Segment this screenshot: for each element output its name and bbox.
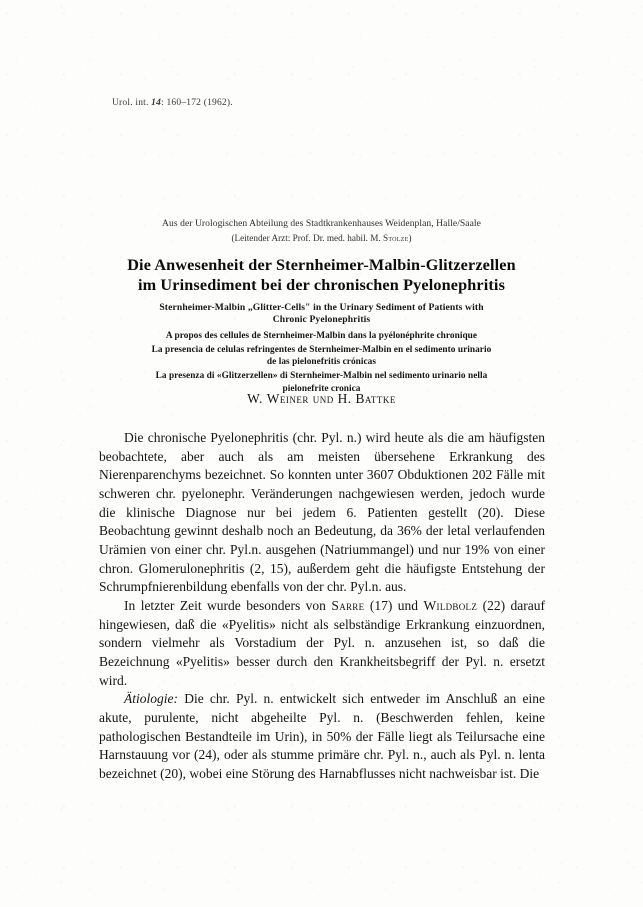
title-french [0, 330, 643, 342]
author-2-initial: H. [337, 391, 356, 406]
paragraph-3-text: Die chr. Pyl. n. entwickelt sich entweder im Anschluß an eine akute, purulente, nicht abgeheilte Pyl. n. (Beschwerden fehlen, keine pathologischen Bestandteile im Urin), in 50% der Fälle liegt als Teilursache eine Harnstauung vor (24), oder als stumme primäre chr. Pyl. n., auch als Pyl. n. lenta bezeichnet (20), wobei eine Störung des Harnabflusses nicht nachweisbar ist. Die [99, 691, 545, 781]
section-term-atiologie: Ätiologie: [124, 691, 178, 707]
journal-volume: 14 [151, 98, 162, 108]
paragraph-1: Die chronische Pyelonephritis (chr. Pyl. n.) wird heute als die am häufigsten beobachtete, aber auch als am meisten übersehene Erkrankung des Nierenparenchyms bezeichnet. So konnten unter 3607 Obduktionen 202 Fälle mit schweren chr. pyelonephr. Veränderungen nachgewiesen werden, jedoch wurde die klinische Diagnose nur bei jedem 6. Patienten gestellt (20). Diese Beobachtung gewinnt deshalb noch an Bedeutung, da 36% der letal verlaufenden Urämien von einer chr. Pyl.n. ausgehen (Natriummangel) und nur 19% von einer chron. Glomerulonephritis (2, 15), außerdem geht die häufigste Entstehung der Schrumpfnierenbildung ebenfalls von der chr. Pyl.n. aus. [99, 430, 545, 595]
title-english [0, 302, 643, 327]
paragraph-2-part-2: (17) und [364, 597, 424, 613]
title-spanish-line2: de las pielonefritis crónicas [266, 357, 377, 368]
journal-name: Urol. int. [112, 98, 149, 108]
title-german-line1: Die Anwesenheit der Sternheimer-Malbin-Glitzerzellen [127, 256, 516, 274]
title-french-line1: A propos des cellules de Sternheimer-Malbin dans la pyélonéphrite chronique [165, 330, 478, 341]
title-english-line2: Chronic Pyelonephritis [272, 314, 371, 326]
title-german [0, 256, 643, 295]
affiliation-block [0, 218, 643, 243]
affiliation-head [0, 233, 643, 243]
body-text [99, 429, 545, 783]
paragraph-2-part-3: (22) darauf hingewiesen, daß die «Pyelitis» nicht als selbständige Erkrankung einzuordnen, sondern vielmehr als Vorstadium der Pyl. n. anzusehen ist, so daß die Bezeichnung «Pyelitis» besser durch den Krankheitsbegriff der Pyl. n. ersetzt wird. [99, 597, 546, 688]
affiliation-head-suffix: ) [408, 233, 412, 243]
title-german-line2: im Urinsediment bei der chronischen Pyelonephritis [137, 275, 506, 294]
affiliation-institute: Aus der Urologischen Abteilung des Stadtkrankenhauses Weidenplan, Halle/Saale [162, 218, 481, 229]
author-conjunction: und [308, 391, 338, 406]
paragraph-2 [99, 597, 545, 690]
affiliation-head-prefix: (Leitender Arzt: Prof. Dr. med. habil. M. [231, 233, 383, 243]
title-spanish-line1: La presencia de celulas refringentes de Sternheimer-Malbin en el sedimento urinario [151, 345, 492, 356]
title-english-line1: Sternheimer-Malbin „Glitter-Cells" in the Urinary Sediment of Patients with [159, 302, 484, 313]
author-line [0, 391, 643, 407]
journal-pages: 160–172 [166, 98, 202, 108]
affiliation-head-name: Stolze [383, 233, 409, 243]
title-italian-line2: pielonefrite cronica [282, 383, 361, 394]
paragraph-2-part-1: In letzter Zeit wurde besonders von [124, 597, 332, 613]
journal-colon: : [161, 98, 164, 108]
author-2-surname: Battke [355, 391, 396, 406]
citation-name-wildbolz: Wildbolz [423, 597, 478, 613]
title-italian-line1: La presenza di «Glitzerzellen» di Sternheimer-Malbin nel sedimento urinario nella [155, 371, 488, 382]
citation-name-sarre: Sarre [331, 597, 365, 613]
author-1-surname: Weiner [266, 391, 309, 406]
journal-citation [112, 98, 233, 108]
journal-year: (1962). [203, 98, 233, 108]
title-block [0, 256, 643, 395]
title-spanish [0, 344, 643, 368]
author-1-initial: W. [247, 391, 267, 406]
paragraph-3 [99, 690, 545, 783]
